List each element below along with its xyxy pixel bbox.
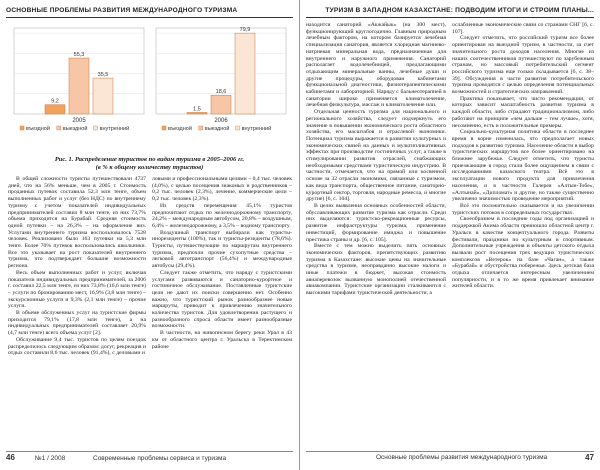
issue-number: №1 / 2008	[34, 455, 66, 462]
paragraph: В объеме обслуженных услуг на туристские фирмы приходится 79,1% (17,8 млн тенге), а на индивидуальных предпринимателей составляет 20,9% (4,7 млн тенге) всего объема услуг [2].	[8, 310, 146, 337]
category-label: 2005	[72, 118, 86, 124]
paragraph: ловыми и профессиональными целями – 0,4 тыс. человек (4,0%), с целью посещения знакомых и родственников – 0,2 тыс. человек (2,3%), лечение, коммерческие цели – 0,2 тыс. человек (2,3%).	[152, 176, 292, 203]
bar-выездной-2006	[211, 95, 231, 114]
category-label: 2006	[214, 118, 228, 124]
paragraph: В общей сложности туристы путешествовали 4737 дней, что на 56% меньше, чем в 2005 г. Стоимость проданных путевок составила 52,3 млн тенге, объем выполненных работ и услуг (без НДС) по внутреннему туризму с учетом показателей индивидуальных предпринимателей составил 8 млн тенге, из них 73,7% объема приходится на Бурабай. Средняя стоимость одной путевки – на 26,3% – на оформление виз. Услугами внутреннего туризма воспользовалось 7528 человек. Реализовано было 163 путевки на 5,3 млн тенге. Более 70% путевок воспользовались школьники. Все это указывает на рост показателей внутреннего туризма, что подтверждает большие возможности региона.	[8, 176, 146, 270]
legend-swatch	[20, 126, 24, 130]
paragraph: Социально-культурная политика области в последнее время в корне изменилась, что предполагает новых подходов к развитию туризма. Население области в выбор туристических маршрутов все более ориентировано на ближнее зарубежье. Следует отметить, что туристы приезжающие в город стали более ощущением в связи с исследованиями казахского театра. Всё это в эксплуатации нового продукта для привлечения населения, и в частности Галерея «Алтын-Тобе», «Алтынай», «Дипломат» и другие, но также существенно увеличено значимостью проведение мероприятий.	[452, 129, 594, 203]
legend-label: внутренний	[241, 126, 272, 132]
right-publication-title: Основные проблемы развития международного туризма	[376, 454, 548, 461]
data-label: 55,3	[73, 52, 85, 59]
right-footer	[306, 451, 594, 464]
data-label: 9,2	[51, 98, 59, 105]
data-label: 18,6	[215, 89, 227, 96]
legend-swatch	[199, 126, 203, 130]
paragraph: Отдельная ценность туризма для национального и регионального хозяйства, следует подчеркнуть его значение в повышении экономического роста областного хозяйства, его масштабов и отраслевой экономики. Потенциал туризма выражается в развитии культурных и экономических связей на данных и мультипликативных эффектах при производстве гостиничных услуг, а также в стимулировании развития отраслей, снабжающих необходимыми средствами туристическую индустрию. В частности, отмечается, что на прямой или косвенной основе за 32 отрасли экономики, связанные с туризмом, как вида транспорта, общественное питание, санаторно-курортный сектор, торговля, народные ремесла, и многие другие) [6, с. 104].	[306, 109, 446, 203]
bar-въездной-2006	[187, 112, 207, 114]
legend-label: выездной	[204, 126, 230, 132]
paragraph: Следует отметить, что российский туризм все более ориентирован на выездной туризм, в частности, за счет значительного роста доходов населения. Многие из наших соотечественников путешествуют по зарубежным странам, но массовый потребительский сегмент российского туризма еще только складывается [6, с. 38–39]. Обсуждения в части развития потребительского туризма проводятся с целью определения потенциальных возможностей и стратегических направлений.	[452, 35, 594, 96]
legend-label: выездной	[62, 126, 88, 132]
bar-выездной-2005	[69, 58, 89, 114]
left-column-2	[152, 176, 292, 448]
left-running-head: ОСНОВНЫЕ ПРОБЛЕМЫ РАЗВИТИЯ МЕЖДУНАРОДНОГО ТУРИЗМА	[6, 5, 293, 18]
bar-въездной-2005	[45, 105, 65, 114]
right-page	[300, 0, 600, 470]
legend-swatch	[236, 126, 240, 130]
left-column-1	[8, 176, 146, 448]
legend-swatch	[57, 126, 61, 130]
paragraph: Практика показывает, что чисто рекомендации, от которых зависит масштабность развития туризма в каждой области, либо страдают традиционализмом, либо работают на принципе «чем дальше – тем лучше», хотя, несомненно, есть и положительные примеры.	[452, 95, 594, 129]
paragraph: Из средств перемещения 45,1% туристов предпочитают отдых по железнодорожному транспорту, 24,2% – международным автобусом, 20,8% – воздушным, 6,4% – железнодорожному, а 3,5% – водному транспорту.	[152, 202, 292, 229]
paragraph: Следует также отметить, что наряду с туристскими услугами развиваются и санаторно-курортное и гостиничное обслуживание. Поставленные туристские цели не дают их поиски совершенно нет. Особенно важно, что туристский рынок разнообразнее новые маршруты, приводит к привлечению значительного количества туристов. Для удовлетворения растущего и разнообразного спроса области имеет разнообразные возможности.	[152, 269, 292, 330]
left-footer	[6, 451, 293, 464]
figure-caption	[8, 156, 291, 172]
bar-внутренний-2005	[93, 78, 113, 114]
right-column-2	[452, 22, 594, 450]
paragraph: В частности, на живописном берегу реки Урал в 43 км от областного центра г. Уральска в Теректинском районе	[152, 330, 292, 350]
legend-label: въездной	[26, 126, 50, 132]
legend-swatch	[94, 126, 98, 130]
paragraph: Вместе с тем можно выделить пять основных экономических факторов, препятствующих развитию туризма в Казахстане: высокие цены на значительные средства в туризме, неоправданно высокие налоги и иные платежи в бюджет, высокая стоимость авиаперевозок вызванную монополией отечественной авиакомпании. Туристские организации сталкиваются с высокими тарифами туристической деятельности, а	[306, 243, 446, 297]
data-label: 1,5	[193, 106, 201, 113]
left-page-number: 46	[6, 453, 15, 462]
data-label: 35,5	[97, 72, 109, 79]
left-publication-title: Современные проблемы сервиса и туризма	[93, 455, 227, 462]
right-running-head: ТУРИЗМ В ЗАПАДНОМ КАЗАХСТАНЕ: ПОДВОДИМ ИТОГИ И СТРОИМ ПЛАНЫ...	[306, 5, 594, 18]
right-page-number: 47	[585, 453, 594, 462]
figure-caption-line1: Рис. 1. Распределение туристов по видам туризма в 2005–2006 гг.	[54, 156, 245, 163]
paragraph: ослабленные экономические связи со странами СНГ [6, с. 107].	[452, 22, 594, 35]
paragraph: Своеобразием в последние годы под организацией и поддержкой Акима области превзошло областной центр г. Уральск в качестве концептуального города. Развиты фестивали, праздники по культурным и спортивным. Дополнительные учреждения и объекты детского отдыха вызвали рост посещения трех ведущих туристических комплексов «Ветерок» на базе «Чаган», а также «Бурабай» и обустройства побережья. Здесь детская база отдыха отличается интересным увеличением популярности, и в то же время привлекает внимание жителей области.	[452, 216, 594, 290]
tourism-distribution-chart	[6, 22, 294, 152]
legend-label: внутренний	[99, 126, 130, 132]
paragraph: В целях выявления основных особенностей области, обуславливающих развитие туризма как отрасли. Среди них выделяются: туристско-рекреационные ресурсы, развитие инфраструктуры туризма, применение инвестиций, формирование имиджа и повышение престижа страны и др. [6, с. 105].	[306, 202, 446, 243]
right-column-1	[306, 22, 446, 450]
legend-label: въездной	[168, 126, 192, 132]
paragraph: находится санаторий «Акжайык» (на 300 мест), функционирующий круглогодично. Главным природным лечебным фактором, на котором базируется лечебная специализация санатория, является хлоридная магниево-натриевая минеральная вода, предназначенная для внутреннего и наружного применения. Санаторий располагает водолечебницей, предлагающими отдыхающим минеральные ванны, лечебные души и другие процедуры, оборудован кабинетами функциональной диагностики, физиотерапевтическими кабинетами и лабораторией. Наряду с бальнеотерапией в санатории широко применяется климатолечение, лечебная физкультура, массаж и климатолечение или.	[306, 22, 446, 109]
paragraph: Всё это положительно сказывается и на увеличении туристских потоков в сопредельных государствах.	[452, 202, 594, 216]
data-label: 79,9	[239, 27, 251, 34]
paragraph: Весь объем выполненных работ и услуг, включая показатели индивидуальных предпринимателей, за 2006 г. составил 22,5 млн тенге, из них 73,8% (16,6 млн тенге) – услуги по бронированию мест, 16,9% (3,8 млн тенге) – экскурсионные услуги и 9,3% (2,1 млн тенге) – прочие услуги.	[8, 269, 146, 310]
bar-внутренний-2006	[235, 33, 255, 114]
paragraph: Обслуживание 9,4 тыс. туристов по целям поездок распределилось следующим образом: досуг, рекреация и отдых составили 8,6 тыс. человек (91,4%), с деловыми и	[8, 336, 146, 357]
figure-caption-line2: (в % к общему количеству туристов)	[95, 164, 204, 171]
paragraph: Воздушный транспорт выбирали как туристы-инорезиденты (100%), так и туристы-резиденты (78,6%). Туристы, путешествующие по маршрутам внутреннего туризма, предпочли прочие сухопутные средства – легковой автотранспорт (56,4%) и международные автобусы (29,4%).	[152, 229, 292, 270]
legend-swatch	[162, 126, 166, 130]
